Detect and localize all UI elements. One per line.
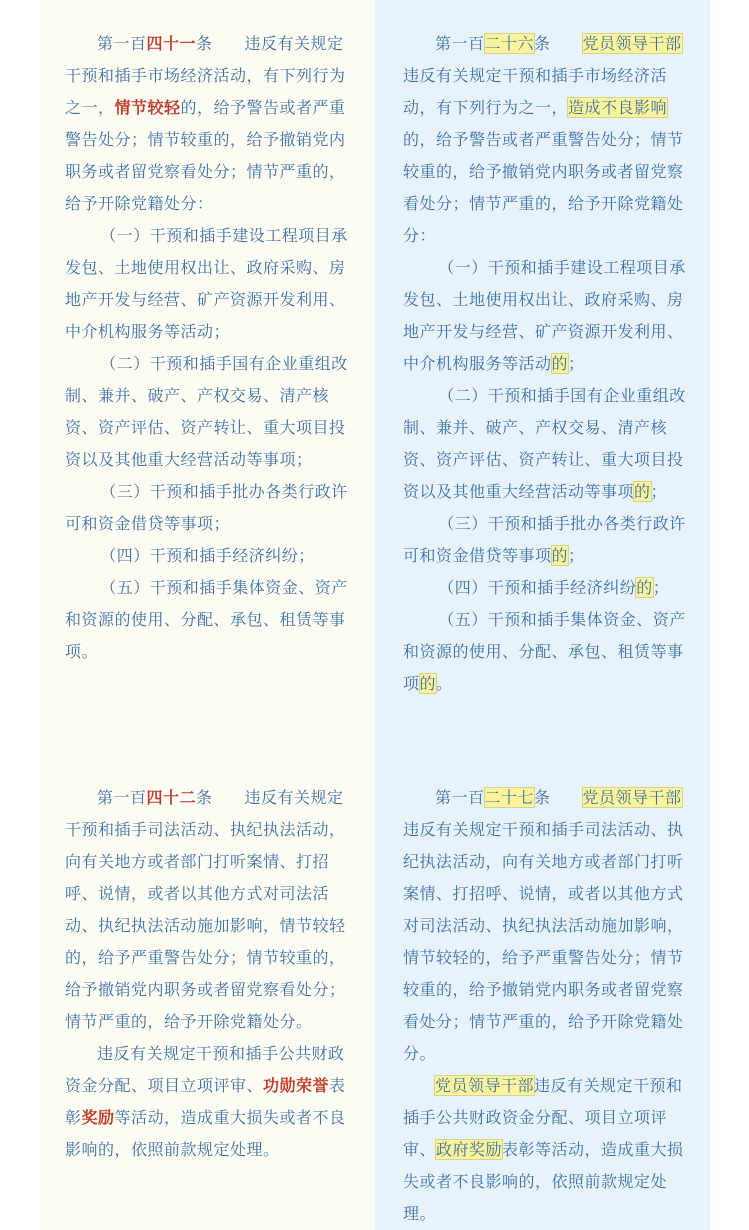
list-item: （四）干预和插手经济纠纷的； (438, 578, 670, 597)
changed-text: 功勋荣誉 (263, 1076, 330, 1095)
list-item: （四）干预和插手经济纠纷； (100, 546, 315, 565)
highlighted-text: 党员领导干部 (435, 1076, 535, 1095)
highlighted-text: 造成不良影响 (568, 98, 668, 117)
article-number: 二十七 (484, 788, 535, 807)
changed-text: 情节较轻 (114, 98, 181, 117)
highlighted-text: 党员领导干部 (582, 788, 682, 807)
article-142-paragraph-2: 违反有关规定干预和插手公共财政资金分配、项目立项评审、功勋荣誉表彰奖励等活动，造成重大损失或者不良影响的，依照前款规定处理。 (65, 1044, 346, 1159)
list-item: （一）干预和插手建设工程项目承发包、土地使用权出让、政府采购、房地产开发与经营、矿产资源开发利用、中介机构服务等活动的； (403, 258, 686, 373)
article-127 (403, 782, 693, 1230)
article-126 (403, 28, 693, 700)
article-number: 二十六 (484, 34, 535, 53)
article-141 (65, 28, 355, 668)
list-item: （三）干预和插手批办各类行政许可和资金借贷等事项； (65, 482, 348, 533)
article-number: 四十一 (146, 34, 197, 53)
list-item: （二）干预和插手国有企业重组改制、兼并、破产、产权交易、清产核资、资产评估、资产转让、重大项目投资以及其他重大经营活动等事项； (65, 354, 348, 469)
article-126-intro: 第一百二十六条 党员领导干部违反有关规定干预和插手市场经济活动，有下列行为之一，造成不良影响的，给予警告或者严重警告处分；情节较重的，给予撤销党内职务或者留党察看处分；情节严重的，给予开除党籍处分： (403, 34, 684, 245)
article-127-paragraph-2: 党员领导干部违反有关规定干预和插手公共财政资金分配、项目立项评审、政府奖励表彰等活动，造成重大损失或者不良影响的，依照前款规定处理。 (403, 1076, 684, 1223)
highlighted-text: 党员领导干部 (582, 34, 682, 53)
list-item: （五）干预和插手集体资金、资产和资源的使用、分配、承包、租赁等事项的。 (403, 610, 686, 693)
article-142 (65, 782, 355, 1166)
article-141-intro: 第一百四十一条 违反有关规定干预和插手市场经济活动，有下列行为之一，情节较轻的，给予警告或者严重警告处分；情节较重的，给予撤销党内职务或者留党察看处分；情节严重的，给予开除党籍处分： (65, 34, 346, 213)
article-number: 四十二 (146, 788, 197, 807)
list-item: （一）干预和插手建设工程项目承发包、土地使用权出让、政府采购、房地产开发与经营、矿产资源开发利用、中介机构服务等活动； (65, 226, 348, 341)
list-item: （二）干预和插手国有企业重组改制、兼并、破产、产权交易、清产核资、资产评估、资产转让、重大项目投资以及其他重大经营活动等事项的； (403, 386, 686, 501)
list-item: （五）干预和插手集体资金、资产和资源的使用、分配、承包、租赁等事项。 (65, 578, 348, 661)
changed-text: 奖励 (81, 1108, 115, 1127)
article-142-intro: 第一百四十二条 违反有关规定干预和插手司法活动、执纪执法活动，向有关地方或者部门打听案情、打招呼、说情，或者以其他方式对司法活动、执纪执法活动施加影响，情节较轻的，给予严重警告处分；情节较重的，给予撤销党内职务或者留党察看处分；情节严重的，给予开除党籍处分。 (65, 788, 346, 1031)
highlighted-text: 政府奖励 (436, 1140, 503, 1159)
article-127-intro: 第一百二十七条 党员领导干部违反有关规定干预和插手司法活动、执纪执法活动，向有关地方或者部门打听案情、打招呼、说情，或者以其他方式对司法活动、执纪执法活动施加影响，情节较轻的，给予严重警告处分；情节较重的，给予撤销党内职务或者留党察看处分；情节严重的，给予开除党籍处分。 (403, 788, 684, 1063)
list-item: （三）干预和插手批办各类行政许可和资金借贷等事项的； (403, 514, 686, 565)
